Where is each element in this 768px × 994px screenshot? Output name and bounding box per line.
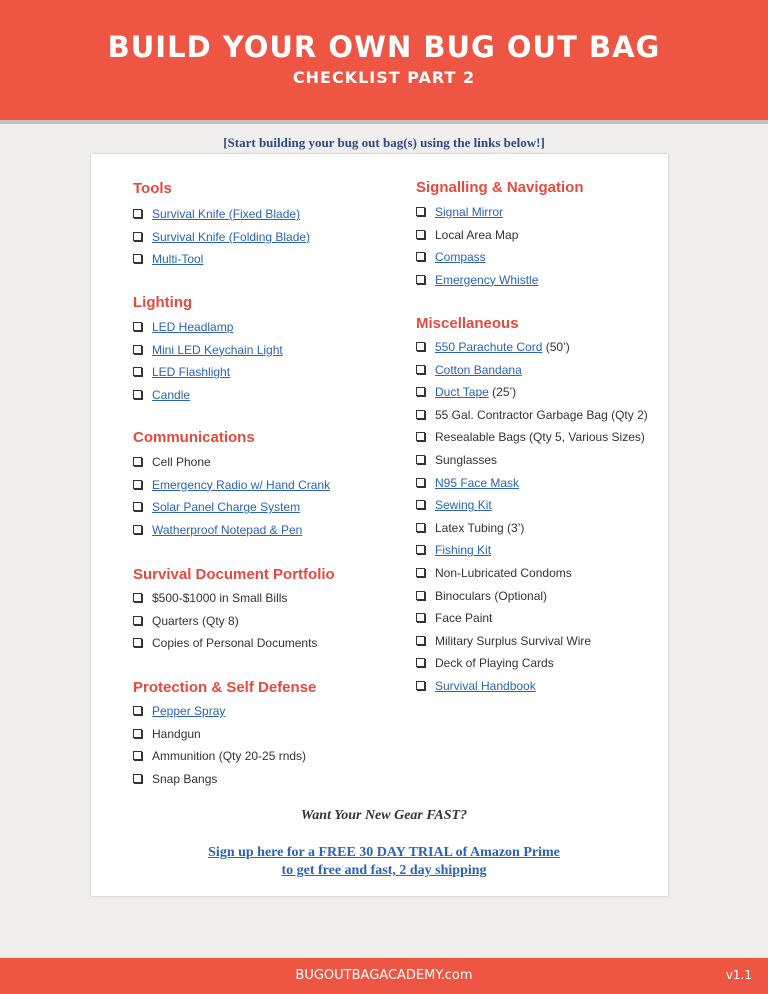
checklist-item[interactable] [416, 205, 503, 219]
checklist-item [133, 614, 239, 628]
checklist-item [416, 453, 497, 467]
item-label: Local Area Map [435, 227, 519, 242]
page-subtitle: CHECKLIST PART 2 [292, 68, 476, 87]
checklist-item[interactable] [133, 704, 225, 718]
checklist-item [133, 591, 287, 605]
footer-brand[interactable]: BUGOUTBAGACADEMY.com [295, 968, 473, 983]
checkbox-icon[interactable] [133, 502, 142, 511]
checklist-item [416, 566, 572, 580]
section-title-misc: Miscellaneous [416, 315, 519, 332]
item-label: Snap Bangs [152, 771, 218, 786]
checklist-item[interactable] [416, 250, 486, 264]
checklist-item[interactable] [133, 343, 283, 357]
item-label: Deck of Playing Cards [435, 656, 554, 671]
checklist-item [133, 749, 306, 763]
checkbox-icon[interactable] [133, 638, 142, 647]
checklist-item [133, 772, 217, 786]
item-link[interactable]: Pepper Spray [152, 704, 226, 718]
checkbox-icon[interactable] [416, 568, 425, 577]
checklist-item[interactable] [133, 320, 233, 334]
checkbox-icon[interactable] [133, 616, 142, 625]
item-link[interactable]: Mini LED Keychain Light [152, 342, 283, 357]
checkbox-icon[interactable] [416, 545, 425, 554]
checklist-item[interactable] [416, 476, 519, 490]
checkbox-icon[interactable] [133, 345, 142, 354]
item-link[interactable]: LED Flashlight [152, 365, 231, 380]
section-title-documents: Survival Document Portfolio [133, 566, 335, 583]
checkbox-icon[interactable] [133, 209, 142, 218]
checklist-item [416, 430, 645, 444]
checklist-item [133, 455, 211, 469]
item-link[interactable]: Solar Panel Charge System [152, 500, 301, 515]
item-label: Face Paint [435, 611, 493, 626]
item-link[interactable]: Signal Mirror [435, 205, 504, 219]
checklist-item [416, 611, 492, 625]
checkbox-icon[interactable] [133, 457, 142, 466]
section-title-lighting: Lighting [133, 294, 193, 311]
checklist-item [416, 634, 591, 648]
item-link[interactable]: N95 Face Mask [435, 475, 520, 490]
checkbox-icon[interactable] [416, 658, 425, 667]
checklist-item[interactable] [416, 363, 522, 377]
item-label: Military Surplus Survival Wire [435, 633, 592, 648]
checklist-item [416, 589, 547, 603]
item-label: $500-$1000 in Small Bills [152, 591, 288, 605]
checkbox-icon[interactable] [416, 387, 425, 396]
checkbox-icon[interactable] [416, 478, 425, 487]
checkbox-icon[interactable] [133, 774, 142, 783]
item-label: Ammunition (Qty 20-25 rnds) [152, 749, 307, 764]
checklist-item[interactable] [133, 365, 230, 379]
checklist-item [416, 228, 518, 242]
item-label: Copies of Personal Documents [152, 636, 318, 651]
item-link[interactable]: Candle [152, 387, 191, 402]
checkbox-icon[interactable] [416, 342, 425, 351]
checkbox-icon[interactable] [416, 523, 425, 532]
item-label: Non-Lubricated Condoms [435, 566, 572, 580]
section-title-tools: Tools [133, 180, 172, 197]
checklist-item[interactable] [416, 273, 538, 287]
checklist-item[interactable] [133, 207, 300, 221]
checklist-item[interactable] [133, 500, 300, 514]
checkbox-icon[interactable] [416, 207, 425, 216]
item-label: Binoculars (Optional) [435, 588, 548, 603]
section-title-protection: Protection & Self Defense [133, 679, 317, 696]
checkbox-icon[interactable] [133, 390, 142, 399]
checkbox-icon[interactable] [416, 410, 425, 419]
version-label: v1.1 [725, 968, 752, 982]
checklist-item[interactable] [416, 679, 536, 693]
checkbox-icon[interactable] [133, 232, 142, 241]
checklist-item [416, 521, 524, 535]
checkbox-icon[interactable] [416, 613, 425, 622]
checkbox-icon[interactable] [133, 480, 142, 489]
item-link[interactable]: Emergency Radio w/ Hand Crank [152, 477, 331, 492]
page-title: BUILD YOUR OWN BUG OUT BAG [107, 30, 661, 64]
checkbox-icon[interactable] [133, 367, 142, 376]
checkbox-icon[interactable] [416, 591, 425, 600]
intro-text: [Start building your bug out bag(s) using the links below!] [223, 135, 545, 150]
section-title-communications: Communications [133, 429, 255, 446]
checklist-item[interactable] [416, 340, 570, 354]
checkbox-icon[interactable] [133, 525, 142, 534]
item-link[interactable]: Watherproof Notepad & Pen [152, 522, 303, 537]
checklist-item[interactable] [416, 385, 516, 399]
section-title-signalling: Signalling & Navigation [416, 179, 584, 196]
item-label: Quarters (Qty 8) [152, 613, 239, 628]
item-link[interactable]: Emergency Whistle [435, 272, 539, 287]
checklist-item[interactable] [133, 252, 203, 266]
item-link[interactable]: Cotton Bandana [435, 362, 522, 377]
item-suffix: (25’) [488, 385, 517, 400]
checkbox-icon[interactable] [416, 365, 425, 374]
checklist-item [133, 727, 201, 741]
item-link[interactable]: Sewing Kit [435, 498, 492, 513]
checkbox-icon[interactable] [133, 706, 142, 715]
checklist-item[interactable] [416, 498, 492, 512]
checkbox-icon[interactable] [416, 230, 425, 239]
item-suffix: (50’) [542, 340, 570, 354]
amazon-prime-link-line2[interactable]: to get free and fast, 2 day shipping [281, 863, 487, 878]
item-link[interactable]: Compass [435, 250, 486, 265]
checkbox-icon[interactable] [133, 322, 142, 331]
item-link[interactable]: Survival Knife (Fixed Blade) [152, 207, 301, 221]
checkbox-icon[interactable] [416, 275, 425, 284]
checklist-item[interactable] [416, 543, 491, 557]
checkbox-icon[interactable] [133, 593, 142, 602]
amazon-prime-link[interactable]: Sign up here for a FREE 30 DAY TRIAL of Amazon Prime [208, 845, 560, 860]
item-label: Cell Phone [152, 455, 211, 469]
checklist-item[interactable] [133, 523, 302, 537]
checklist-item [133, 636, 317, 650]
checkbox-icon[interactable] [416, 636, 425, 645]
item-link[interactable]: Duct Tape [435, 385, 489, 400]
item-link[interactable]: Survival Knife (Folding Blade) [152, 229, 311, 244]
checklist-item[interactable] [133, 388, 190, 402]
checklist-item[interactable] [133, 478, 330, 492]
checkbox-icon[interactable] [133, 751, 142, 760]
item-link[interactable]: 550 Parachute Cord [435, 340, 543, 354]
checklist-item [416, 408, 648, 422]
item-label: Handgun [152, 726, 201, 741]
item-link[interactable]: LED Headlamp [152, 320, 234, 334]
checkbox-icon[interactable] [416, 500, 425, 509]
item-label: Resealable Bags (Qty 5, Various Sizes) [435, 430, 645, 445]
header-divider [0, 120, 768, 124]
item-link[interactable]: Fishing Kit [435, 543, 492, 558]
item-label: Sunglasses [435, 453, 498, 467]
item-label: Latex Tubing (3’) [435, 520, 525, 535]
checkbox-icon[interactable] [133, 254, 142, 263]
checkbox-icon[interactable] [133, 729, 142, 738]
checkbox-icon[interactable] [416, 455, 425, 464]
item-link[interactable]: Multi-Tool [152, 252, 204, 267]
item-link[interactable]: Survival Handbook [435, 679, 536, 693]
item-label: 55 Gal. Contractor Garbage Bag (Qty 2) [435, 407, 648, 422]
checklist-item[interactable] [133, 230, 310, 244]
cta-question: Want Your New Gear FAST? [300, 808, 468, 823]
checkbox-icon[interactable] [416, 681, 425, 690]
header-banner [0, 0, 768, 120]
checkbox-icon[interactable] [416, 252, 425, 261]
checklist-item [416, 656, 554, 670]
checkbox-icon[interactable] [416, 432, 425, 441]
